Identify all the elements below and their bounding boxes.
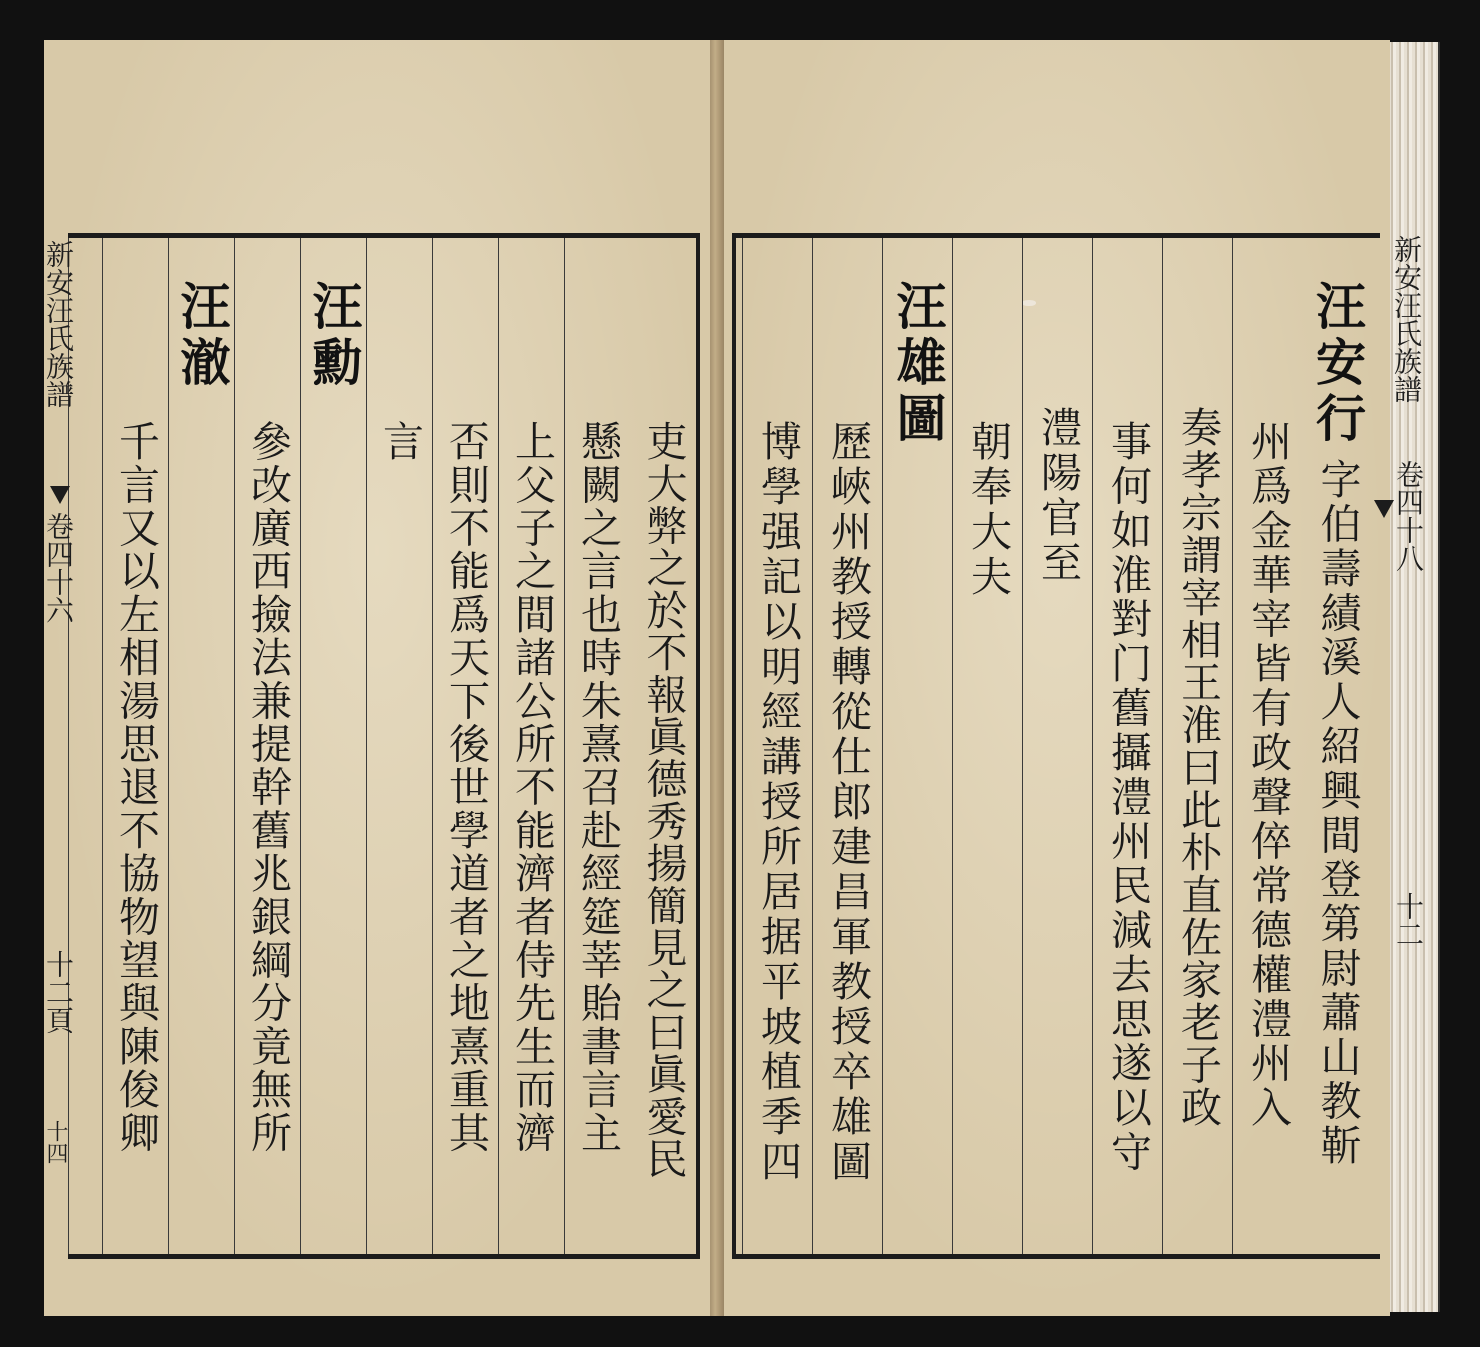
book-title-right: 新安汪氏族譜 (1390, 235, 1423, 403)
column (1302, 238, 1372, 1254)
entry-heading: 汪澈 (172, 280, 232, 392)
column (742, 238, 812, 1254)
column (1022, 238, 1092, 1254)
page-no-right: 十二 (1392, 892, 1425, 948)
column-text: 參改廣西撿法兼提幹舊兆銀綱分竟無所 (244, 420, 292, 1155)
column-text: 朝奉大夫 (964, 420, 1012, 600)
column-text: 字伯壽績溪人紹興間登第尉蕭山教靳 (1313, 458, 1362, 1169)
page-edges (1388, 42, 1440, 1312)
column (168, 238, 234, 1254)
column (102, 238, 168, 1254)
column-text: 歷峽州教授轉從仕郎建昌軍教授卒雄圖 (824, 420, 872, 1185)
column-text: 千言又以左相湯思退不協物望與陳俊卿 (112, 420, 160, 1155)
column-text: 上父子之間諸公所不能濟者侍先生而濟 (508, 420, 556, 1155)
column-text: 博學强記以明經講授所居据平坡植季四 (754, 420, 802, 1185)
volume-no-left: 卷四十六 (42, 512, 75, 624)
fish-tail-mark (50, 486, 70, 504)
left-page (44, 40, 710, 1316)
column-text: 州爲金華宰皆有政聲倅常德權澧州入 (1244, 420, 1292, 1131)
fish-tail-mark (1374, 500, 1394, 518)
column-text: 懸闕之言也時朱熹召赴經筵莘貽書言主 (574, 420, 622, 1155)
column (366, 238, 432, 1254)
column (952, 238, 1022, 1254)
page-no-left: 十二頁 (42, 950, 75, 1034)
binding-gutter (708, 40, 724, 1316)
column (498, 238, 564, 1254)
column-text: 奏孝宗謂宰相王淮曰此朴直佐家老子政 (1174, 406, 1222, 1129)
column (564, 238, 630, 1254)
column-text: 吏大弊之於不報眞德秀揚簡見之曰眞愛民 (639, 420, 688, 1180)
right-frame (732, 233, 1380, 1259)
column-text: 言 (376, 420, 424, 465)
column (432, 238, 498, 1254)
column-text: 事何如淮對门舊攝澧州民減去思遂以守 (1104, 420, 1152, 1175)
entry-heading: 汪安行 (1308, 280, 1367, 448)
column (812, 238, 882, 1254)
column-text: 澧陽官至 (1034, 406, 1082, 586)
column (882, 238, 952, 1254)
column (1162, 238, 1232, 1254)
entry-heading: 汪勳 (304, 280, 364, 392)
column (1232, 238, 1302, 1254)
volume-no-right: 卷四十八 (1392, 460, 1425, 572)
column-text: 否則不能爲天下後世學道者之地熹重其 (442, 420, 490, 1155)
entry-heading: 汪雄圖 (888, 280, 948, 448)
left-frame (68, 233, 700, 1259)
block-no-left: 十四 (43, 1120, 68, 1164)
book-title-left: 新安汪氏族譜 (42, 240, 75, 408)
column (234, 238, 300, 1254)
column (300, 238, 366, 1254)
column (630, 238, 696, 1254)
column (1092, 238, 1162, 1254)
right-page (722, 40, 1390, 1316)
